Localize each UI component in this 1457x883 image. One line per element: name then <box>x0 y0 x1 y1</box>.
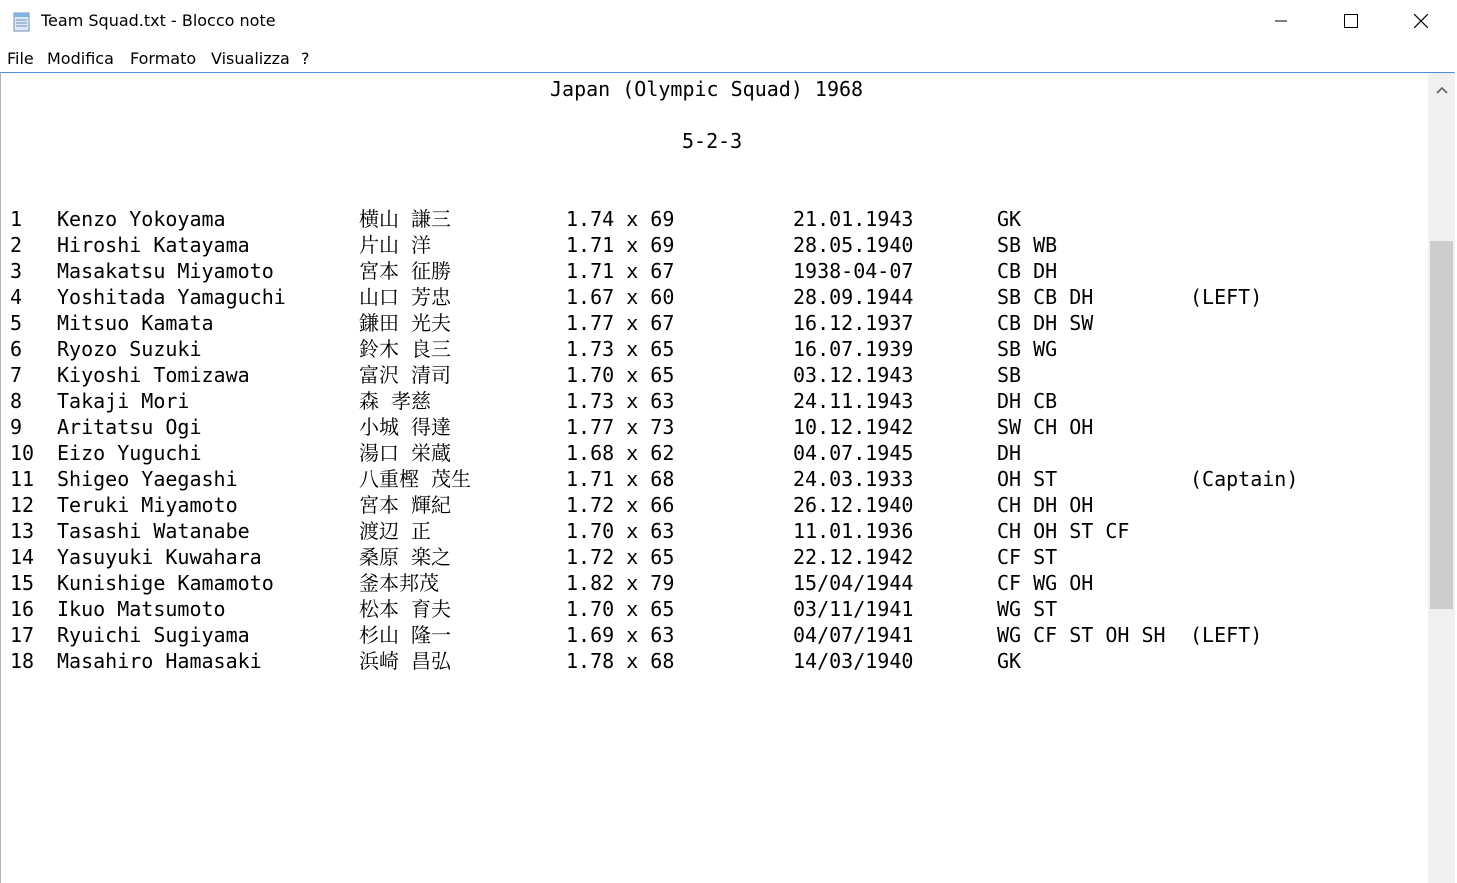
player-positions: SB WG <box>997 337 1058 361</box>
player-positions: CH OH ST CF <box>997 519 1130 543</box>
player-height-weight: 1.71 x 68 <box>566 467 675 491</box>
player-name: Masakatsu Miyamoto <box>57 259 274 283</box>
player-number: 7 <box>10 363 23 387</box>
player-kanji: 桑原 楽之 <box>359 545 452 569</box>
formation-text: 5-2-3 <box>682 129 743 153</box>
player-number: 16 <box>10 597 35 621</box>
player-height-weight: 1.72 x 66 <box>566 493 675 517</box>
player-kanji: 山口 芳忠 <box>359 285 452 309</box>
minimize-icon <box>1275 15 1287 27</box>
player-number: 8 <box>10 389 23 413</box>
player-positions: DH <box>997 441 1022 465</box>
player-birth-date: 16.07.1939 <box>793 337 914 361</box>
player-birth-date: 1938-04-07 <box>793 259 914 283</box>
player-positions: OH ST <box>997 467 1058 491</box>
player-kanji: 宮本 征勝 <box>359 259 452 283</box>
player-kanji: 渡辺 正 <box>359 519 432 543</box>
player-name: Eizo Yuguchi <box>57 441 202 465</box>
player-kanji: 釜本邦茂 <box>359 571 439 595</box>
player-birth-date: 03/11/1941 <box>793 597 914 621</box>
player-number: 1 <box>10 207 23 231</box>
player-positions: CB DH <box>997 259 1058 283</box>
player-birth-date: 24.11.1943 <box>793 389 914 413</box>
player-name: Aritatsu Ogi <box>57 415 202 439</box>
player-kanji: 森 孝慈 <box>359 389 432 413</box>
player-kanji: 鈴木 良三 <box>359 337 452 361</box>
menu-modifica[interactable]: Modifica <box>47 49 114 68</box>
player-birth-date: 28.09.1944 <box>793 285 914 309</box>
player-kanji: 八重樫 茂生 <box>359 467 472 491</box>
scroll-up-button[interactable] <box>1428 73 1455 107</box>
player-positions: WG CF ST OH SH <box>997 623 1166 647</box>
player-height-weight: 1.70 x 65 <box>566 363 675 387</box>
player-height-weight: 1.72 x 65 <box>566 545 675 569</box>
document-heading: Japan (Olympic Squad) 1968 <box>550 77 864 101</box>
menu-visualizza[interactable]: Visualizza <box>211 49 290 68</box>
player-height-weight: 1.82 x 79 <box>566 571 675 595</box>
player-height-weight: 1.71 x 67 <box>566 259 675 283</box>
menu-bar <box>0 44 1457 72</box>
player-birth-date: 11.01.1936 <box>793 519 914 543</box>
player-number: 9 <box>10 415 23 439</box>
player-positions: GK <box>997 649 1022 673</box>
player-note: (Captain) <box>1190 467 1299 491</box>
player-height-weight: 1.68 x 62 <box>566 441 675 465</box>
window-title: Team Squad.txt - Blocco note <box>41 11 276 30</box>
player-number: 17 <box>10 623 35 647</box>
player-number: 15 <box>10 571 35 595</box>
player-height-weight: 1.78 x 68 <box>566 649 675 673</box>
player-positions: DH CB <box>997 389 1058 413</box>
player-number: 13 <box>10 519 35 543</box>
player-positions: CB DH SW <box>997 311 1094 335</box>
minimize-button[interactable] <box>1246 0 1316 42</box>
maximize-button[interactable] <box>1316 0 1386 42</box>
player-name: Tasashi Watanabe <box>57 519 250 543</box>
player-name: Shigeo Yaegashi <box>57 467 238 491</box>
player-kanji: 湯口 栄蔵 <box>359 441 452 465</box>
player-birth-date: 03.12.1943 <box>793 363 914 387</box>
player-kanji: 鎌田 光夫 <box>359 311 452 335</box>
player-positions: SB WB <box>997 233 1058 257</box>
player-name: Teruki Miyamoto <box>57 493 238 517</box>
menu-help[interactable]: ? <box>301 49 310 68</box>
title-bar <box>0 0 1457 42</box>
player-height-weight: 1.77 x 67 <box>566 311 675 335</box>
player-birth-date: 26.12.1940 <box>793 493 914 517</box>
player-name: Ryuichi Sugiyama <box>57 623 250 647</box>
notepad-icon <box>12 10 32 32</box>
player-height-weight: 1.74 x 69 <box>566 207 675 231</box>
player-height-weight: 1.67 x 60 <box>566 285 675 309</box>
player-birth-date: 10.12.1942 <box>793 415 914 439</box>
player-number: 5 <box>10 311 23 335</box>
player-kanji: 小城 得達 <box>359 415 452 439</box>
player-height-weight: 1.69 x 63 <box>566 623 675 647</box>
player-kanji: 富沢 清司 <box>359 363 452 387</box>
player-birth-date: 22.12.1942 <box>793 545 914 569</box>
player-positions: SB <box>997 363 1022 387</box>
player-name: Kunishige Kamamoto <box>57 571 274 595</box>
player-height-weight: 1.77 x 73 <box>566 415 675 439</box>
player-kanji: 杉山 隆一 <box>359 623 452 647</box>
player-kanji: 片山 洋 <box>359 233 432 257</box>
player-birth-date: 24.03.1933 <box>793 467 914 491</box>
player-number: 18 <box>10 649 35 673</box>
player-birth-date: 28.05.1940 <box>793 233 914 257</box>
player-positions: WG ST <box>997 597 1058 621</box>
player-birth-date: 04/07/1941 <box>793 623 914 647</box>
player-positions: SB CB DH <box>997 285 1094 309</box>
player-positions: CF WG OH <box>997 571 1094 595</box>
player-name: Masahiro Hamasaki <box>57 649 262 673</box>
player-kanji: 横山 謙三 <box>359 207 452 231</box>
player-number: 14 <box>10 545 35 569</box>
scroll-thumb[interactable] <box>1430 241 1453 609</box>
player-height-weight: 1.71 x 69 <box>566 233 675 257</box>
player-birth-date: 21.01.1943 <box>793 207 914 231</box>
player-name: Kenzo Yokoyama <box>57 207 226 231</box>
player-name: Takaji Mori <box>57 389 190 413</box>
player-kanji: 宮本 輝紀 <box>359 493 452 517</box>
player-name: Mitsuo Kamata <box>57 311 214 335</box>
player-number: 3 <box>10 259 23 283</box>
player-number: 4 <box>10 285 23 309</box>
player-kanji: 松本 育夫 <box>359 597 452 621</box>
player-note: (LEFT) <box>1190 623 1263 647</box>
player-birth-date: 15/04/1944 <box>793 571 914 595</box>
player-note: (LEFT) <box>1190 285 1263 309</box>
player-positions: CH DH OH <box>997 493 1094 517</box>
player-name: Yasuyuki Kuwahara <box>57 545 262 569</box>
player-positions: GK <box>997 207 1022 231</box>
player-number: 6 <box>10 337 23 361</box>
maximize-icon <box>1344 14 1358 28</box>
player-number: 11 <box>10 467 35 491</box>
player-height-weight: 1.70 x 65 <box>566 597 675 621</box>
chevron-up-icon <box>1436 86 1448 94</box>
player-positions: CF ST <box>997 545 1058 569</box>
player-height-weight: 1.73 x 65 <box>566 337 675 361</box>
player-number: 12 <box>10 493 35 517</box>
player-height-weight: 1.70 x 63 <box>566 519 675 543</box>
vertical-scrollbar[interactable] <box>1428 73 1455 883</box>
close-button[interactable] <box>1386 0 1456 42</box>
player-name: Hiroshi Katayama <box>57 233 250 257</box>
player-birth-date: 14/03/1940 <box>793 649 914 673</box>
player-positions: SW CH OH <box>997 415 1094 439</box>
player-name: Ikuo Matsumoto <box>57 597 226 621</box>
player-number: 2 <box>10 233 23 257</box>
menu-formato[interactable]: Formato <box>130 49 197 68</box>
player-number: 10 <box>10 441 35 465</box>
close-icon <box>1414 14 1428 28</box>
player-name: Kiyoshi Tomizawa <box>57 363 250 387</box>
text-editor[interactable] <box>0 73 1427 883</box>
player-kanji: 浜崎 昌弘 <box>359 649 452 673</box>
player-birth-date: 16.12.1937 <box>793 311 914 335</box>
menu-file[interactable]: File <box>7 49 34 68</box>
player-name: Ryozo Suzuki <box>57 337 202 361</box>
player-birth-date: 04.07.1945 <box>793 441 914 465</box>
player-name: Yoshitada Yamaguchi <box>57 285 286 309</box>
player-height-weight: 1.73 x 63 <box>566 389 675 413</box>
